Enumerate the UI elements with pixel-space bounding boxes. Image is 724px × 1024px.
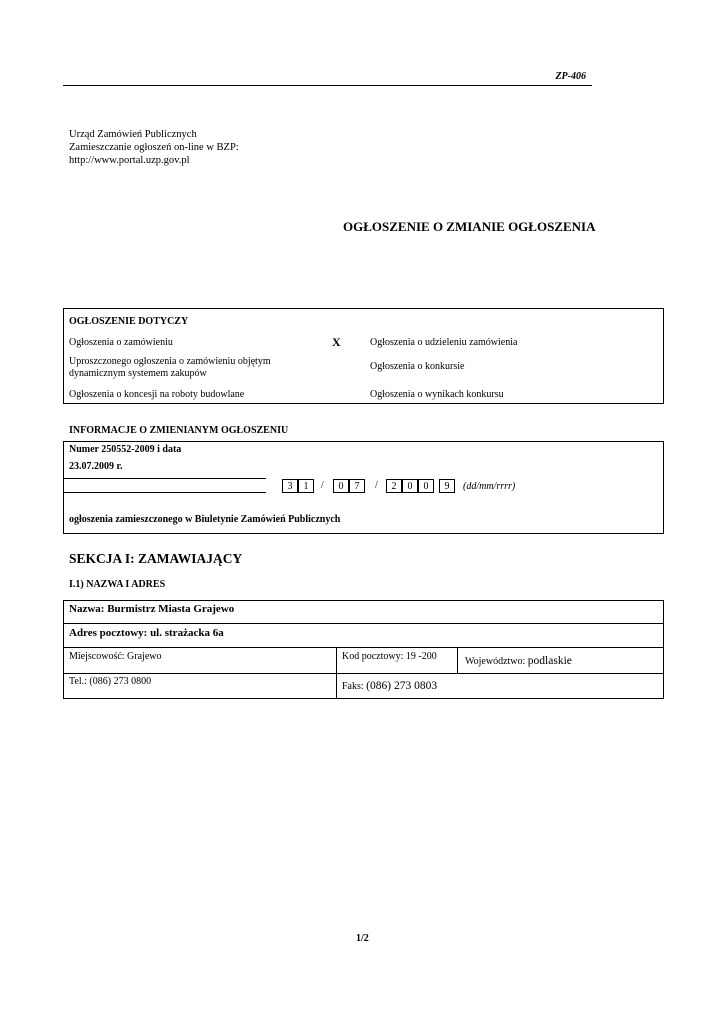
- city-label: Miejscowość:: [69, 651, 128, 662]
- date-month-digit-1: 0: [333, 479, 349, 493]
- table-col-divider-2: [457, 647, 458, 673]
- concerns-option-contract-notice: Ogłoszenia o zamówieniu: [69, 337, 173, 348]
- form-code: ZP-406: [555, 71, 586, 82]
- date-separator-1: /: [321, 480, 324, 491]
- date-day-digit-1: 3: [282, 479, 298, 493]
- changed-notice-number: Numer 250552-2009 i data: [69, 444, 182, 455]
- header-rule: [63, 85, 592, 86]
- concerns-option-award: Ogłoszenia o udzieleniu zamówienia: [370, 337, 518, 348]
- phone-label: Tel.:: [69, 676, 90, 687]
- table-col-divider-1: [336, 647, 337, 699]
- date-year-digit-1: 2: [386, 479, 402, 493]
- fax-value: (086) 273 0803: [366, 680, 438, 692]
- concerns-option-simplified-line1: Uproszczonego ogłoszenia o zamówieniu objętym: [69, 356, 271, 367]
- concerns-selected-marker: X: [332, 335, 341, 349]
- name-value: Burmistrz Miasta Grajewo: [107, 603, 235, 615]
- address-value: ul. strażacka 6a: [150, 627, 224, 639]
- date-separator-2: /: [375, 480, 378, 491]
- date-line-top: [63, 478, 266, 479]
- page-title: OGŁOSZENIE O ZMIANIE OGŁOSZENIA: [343, 219, 596, 234]
- address-label: Adres pocztowy:: [69, 627, 151, 639]
- phone-cell: [69, 676, 151, 687]
- date-day-digit-2: 1: [298, 479, 314, 493]
- city-cell: [69, 651, 161, 662]
- province-value: podlaskie: [527, 655, 572, 667]
- concerns-option-contest: Ogłoszenia o konkursie: [370, 361, 465, 372]
- province-cell: [465, 651, 572, 669]
- date-month-digit-2: 7: [349, 479, 365, 493]
- name-label: Nazwa:: [69, 603, 108, 615]
- table-divider-1: [63, 623, 664, 624]
- fax-label: Faks:: [342, 681, 367, 692]
- name-row: [69, 603, 234, 615]
- authority-bzp-label: Zamieszczanie ogłoszeń on-line w BZP:: [69, 142, 239, 153]
- table-divider-3: [63, 673, 664, 674]
- concerns-option-concession: Ogłoszenia o koncesji na roboty budowlane: [69, 389, 245, 400]
- table-divider-2: [63, 647, 664, 648]
- page-number: 1/2: [356, 933, 369, 944]
- authority-block: [69, 128, 239, 167]
- address-row: [69, 627, 224, 639]
- date-line-bottom: [63, 492, 266, 493]
- concerns-option-simplified-line2: dynamicznym systemem zakupów: [69, 368, 207, 379]
- province-label: Województwo:: [465, 656, 528, 667]
- published-in-bulletin: ogłoszenia zamieszczonego w Biuletynie Zamówień Publicznych: [69, 514, 341, 525]
- date-year-digit-3: 0: [418, 479, 434, 493]
- authority-name: Urząd Zamówień Publicznych: [69, 129, 197, 140]
- changed-notice-heading: INFORMACJE O ZMIENIANYM OGŁOSZENIU: [69, 425, 289, 436]
- postal-value: 19 -200: [405, 651, 437, 662]
- date-format-hint: (dd/mm/rrrr): [463, 481, 516, 492]
- concerns-heading: OGŁOSZENIE DOTYCZY: [69, 316, 189, 327]
- postal-label: Kod pocztowy:: [342, 651, 406, 662]
- phone-value: (086) 273 0800: [89, 676, 152, 687]
- date-year-digit-2: 0: [402, 479, 418, 493]
- section1-subheading: I.1) NAZWA I ADRES: [69, 579, 166, 590]
- fax-cell: [342, 676, 437, 694]
- date-year-digit-4: 9: [439, 479, 455, 493]
- concerns-option-contest-results: Ogłoszenia o wynikach konkursu: [370, 389, 504, 400]
- section1-title: SEKCJA I: ZAMAWIAJĄCY: [69, 551, 243, 566]
- postal-cell: [342, 651, 437, 662]
- authority-url: http://www.portal.uzp.gov.pl: [69, 155, 190, 166]
- city-value: Grajewo: [127, 651, 162, 662]
- changed-notice-date: 23.07.2009 r.: [69, 461, 123, 472]
